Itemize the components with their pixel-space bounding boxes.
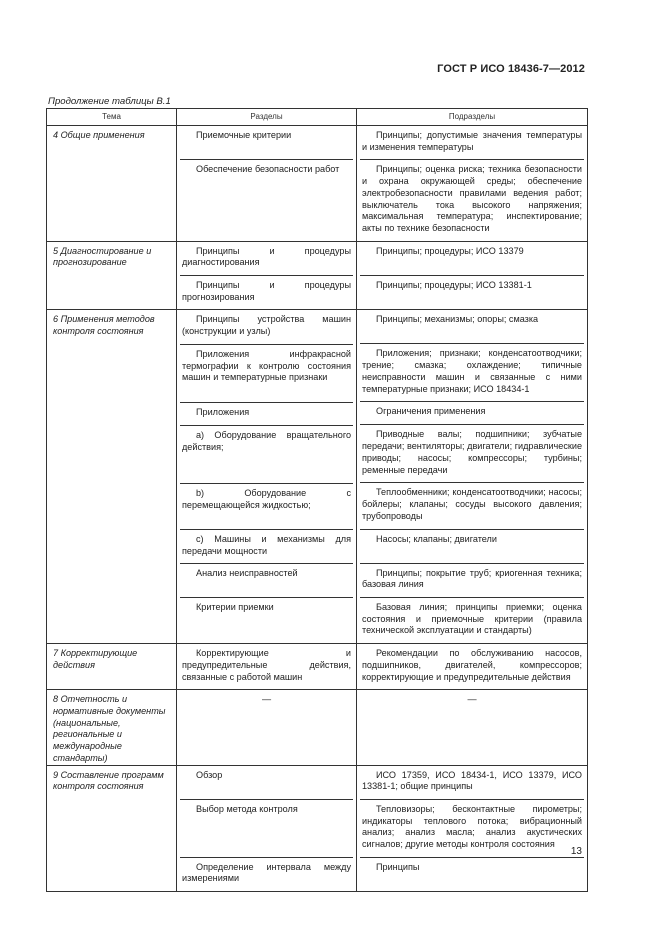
column-header-topic: Тема (47, 109, 177, 126)
topic-cell: 6 Применения методов контроля состояния (47, 310, 177, 644)
topic-cell: 7 Корректирующие действия (47, 644, 177, 690)
section-cell (177, 765, 357, 891)
table-row (47, 690, 588, 765)
page-number: 13 (570, 846, 582, 857)
subsection-cell (357, 310, 588, 644)
topic-cell: 4 Общие применения (47, 126, 177, 242)
section-text: a) Оборудование вращательного действия; (180, 426, 353, 484)
table-row (47, 765, 588, 891)
section-text: Критерии приемки (196, 602, 274, 613)
section-text: Приложения (180, 403, 353, 426)
topic-cell: 9 Составление программ контроля состояния (47, 765, 177, 891)
section-text: Обеспечение безопасности работ (196, 164, 340, 174)
subsection-text: Принципы; механизмы; опоры; смазка (360, 310, 584, 344)
document-id: ГОСТ Р ИСО 18436-7—2012 (437, 63, 585, 75)
subsection-text: — (467, 694, 477, 705)
subsection-text: Тепловизоры; бесконтактные пирометры; индикаторы теплового потока; вибрационный анализ; анализ масла; анализ акустических сигналов; другие методы контроля состояния (360, 800, 584, 858)
section-text: — (261, 694, 272, 705)
subsection-text: Рекомендации по обслуживанию насосов, подшипников, двигателей, компрессоров; корректирующие и предупредительные действия (362, 648, 582, 682)
section-cell (177, 241, 357, 310)
section-text: Приемочные критерии (180, 126, 353, 160)
subsection-text: Принципы; процедуры; ИСО 13379 (360, 242, 584, 276)
subsection-text: Приводные валы; подшипники; зубчатые передачи; вентиляторы; двигатели; гидравлические приводы; насосы; компрессоры; турбины; ременные передачи (360, 425, 584, 483)
table-row (47, 126, 588, 242)
subsection-text: Принципы; покрытие труб; криогенная техника; базовая линия (360, 564, 584, 598)
column-header-section: Разделы (177, 109, 357, 126)
table-row (47, 310, 588, 644)
subsection-cell (357, 765, 588, 891)
section-text: Принципы и процедуры прогнозирования (182, 280, 351, 302)
subsection-text: Принципы (376, 861, 420, 872)
subsection-cell (357, 241, 588, 310)
section-text: c) Машины и механизмы для передачи мощности (180, 530, 353, 564)
section-text: Принципы и процедуры диагностирования (180, 242, 353, 276)
section-cell (177, 126, 357, 242)
section-cell (177, 690, 357, 765)
section-text: Анализ неисправностей (180, 564, 353, 598)
subsection-text: Ограничения применения (360, 402, 584, 425)
table-body (47, 126, 588, 892)
column-header-subsection: Подразделы (357, 109, 588, 126)
subsection-text: ИСО 17359, ИСО 18434-1, ИСО 13379, ИСО 13381-1; общие принципы (360, 766, 584, 800)
section-text: Обзор (180, 766, 353, 800)
table-row (47, 644, 588, 690)
subsection-text: Приложения; признаки; конденсатоотводчики; трение; смазка; охлаждение; типичные неисправности машин и связанные с ними температурные признаки; ИСО 18434-1 (360, 344, 584, 402)
section-text: Выбор метода контроля (180, 800, 353, 858)
section-text: Корректирующие и предупредительные действия, связанные с работой машин (182, 648, 351, 682)
topic-cell: 5 Диагностирование и прогнозирование (47, 241, 177, 310)
table-header-row (47, 109, 588, 126)
table-caption: Продолжение таблицы В.1 (48, 96, 171, 107)
section-text: Принципы устройства машин (конструкции и узлы) (180, 310, 353, 344)
subsection-cell (357, 126, 588, 242)
subsection-text: Принципы; допустимые значения температуры и изменения температуры (360, 126, 584, 160)
section-text: Определение интервала между измерениями (182, 861, 351, 884)
subsection-cell (357, 644, 588, 690)
subsection-text: Теплообменники; конденсатоотводчики; насосы; бойлеры; клапаны; сосуды высокого давления; трубопроводы (360, 483, 584, 529)
section-cell (177, 644, 357, 690)
subsection-text: Принципы; оценка риска; техника безопасности и охрана окружающей среды; обеспечение электробезопасности правилами ведения работ; выключатель тока высокого напряжения; максимальная температура; инспектирование; акты по технике безопасности (362, 164, 582, 233)
section-text: b) Оборудование с перемещающейся жидкостью; (180, 484, 353, 530)
section-cell (177, 310, 357, 644)
subsection-text: Принципы; процедуры; ИСО 13381-1 (376, 279, 532, 290)
section-text: Приложения инфракрасной термографии к контролю состояния машин и температурные признаки (180, 345, 353, 403)
topic-cell: 8 Отчетность и нормативные документы (национальные, региональные и международные стандарты) (47, 690, 177, 765)
curriculum-table (46, 108, 588, 892)
subsection-text: Базовая линия; принципы приемки; оценка состояния и приемочные критерии (правила технической эксплуатации и стандарты) (362, 601, 582, 636)
table-row (47, 241, 588, 310)
subsection-text: Насосы; клапаны; двигатели (360, 530, 584, 564)
subsection-cell (357, 690, 588, 765)
